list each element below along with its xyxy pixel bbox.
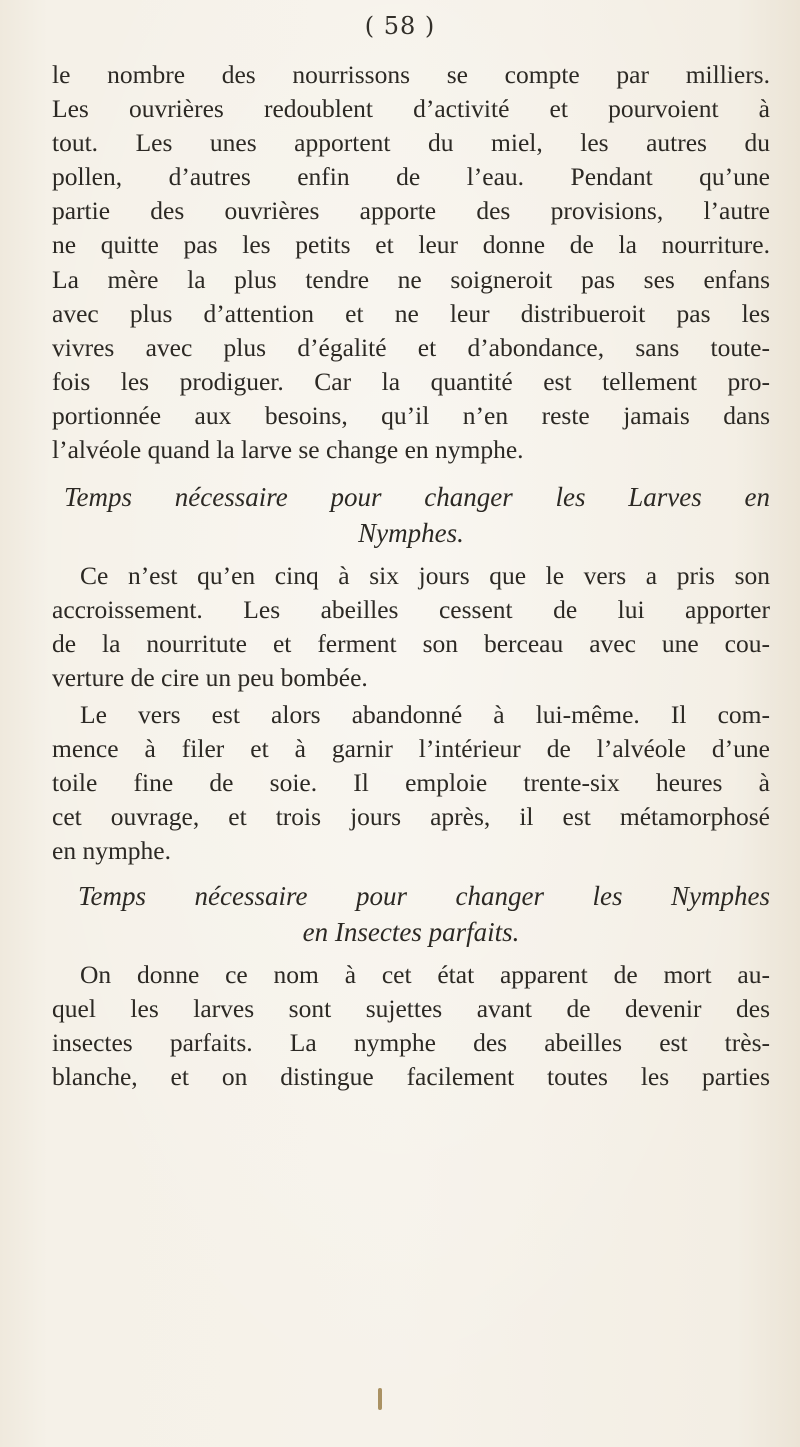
- text-line: Le vers est alors abandonné à lui-même. Il com-: [80, 699, 770, 729]
- text-line: pollen, d’autres enfin de l’eau. Pendant qu’une: [52, 162, 770, 192]
- heading-line: en Insectes parfaits.: [302, 916, 520, 947]
- text-line: cet ouvrage, et trois jours après, il est métamorphosé: [52, 801, 770, 831]
- heading-line: Temps nécessaire pour changer les Larves en: [64, 482, 770, 513]
- text-line: tout. Les unes apportent du miel, les autres du: [52, 128, 770, 158]
- text-line: vivres avec plus d’égalité et d’abondance, sans toute-: [52, 332, 770, 362]
- paragraph-3: [52, 698, 770, 868]
- text-line: mence à filer et à garnir l’intérieur de l’alvéole d’une: [52, 733, 770, 763]
- text-line: fois les prodiguer. Car la quantité est tellement pro-: [52, 366, 770, 396]
- text-line: verture de cire un peu bombée.: [52, 663, 368, 693]
- section-heading-1: [52, 479, 770, 551]
- text-line: avec plus d’attention et ne leur distribueroit pas les: [52, 298, 770, 328]
- paragraph-4: [52, 958, 770, 1094]
- paragraph-1: [52, 58, 770, 467]
- text-line: partie des ouvrières apporte des provisions, l’autre: [52, 196, 770, 226]
- text-line: Ce n’est qu’en cinq à six jours que le vers a pris son: [80, 561, 770, 591]
- text-line: de la nourritute et ferment son berceau avec une cou-: [52, 629, 770, 659]
- page-number: ( 58 ): [364, 12, 436, 40]
- text-line: le nombre des nourrissons se compte par milliers.: [52, 60, 770, 89]
- text-line: Les ouvrières redoublent d’activité et pourvoient à: [52, 94, 770, 124]
- text-line: quel les larves sont sujettes avant de devenir des: [52, 994, 770, 1024]
- text-line: accroissement. Les abeilles cessent de lui apporter: [52, 595, 770, 625]
- heading-line: Temps nécessaire pour changer les Nymphes: [78, 880, 770, 911]
- text-line: portionnée aux besoins, qu’il n’en reste jamais dans: [52, 400, 770, 430]
- text-line: On donne ce nom à cet état apparent de mort au-: [80, 959, 770, 989]
- paragraph-2: [52, 559, 770, 695]
- text-line: toile fine de soie. Il emploie trente-six heures à: [52, 767, 770, 797]
- section-heading-2: [52, 878, 770, 950]
- text-line: insectes parfaits. La nymphe des abeilles est très-: [52, 1028, 770, 1058]
- text-line: ne quitte pas les petits et leur donne de la nourriture.: [52, 230, 770, 260]
- text-line: en nymphe.: [52, 835, 171, 865]
- heading-line: Nymphes.: [358, 518, 464, 549]
- text-line: La mère la plus tendre ne soigneroit pas ses enfans: [52, 264, 770, 294]
- text-line: l’alvéole quand la larve se change en nymphe.: [52, 435, 524, 465]
- text-line: blanche, et on distingue facilement toutes les parties: [52, 1062, 770, 1092]
- page-text: [52, 58, 770, 1094]
- ink-mark: [378, 1388, 382, 1410]
